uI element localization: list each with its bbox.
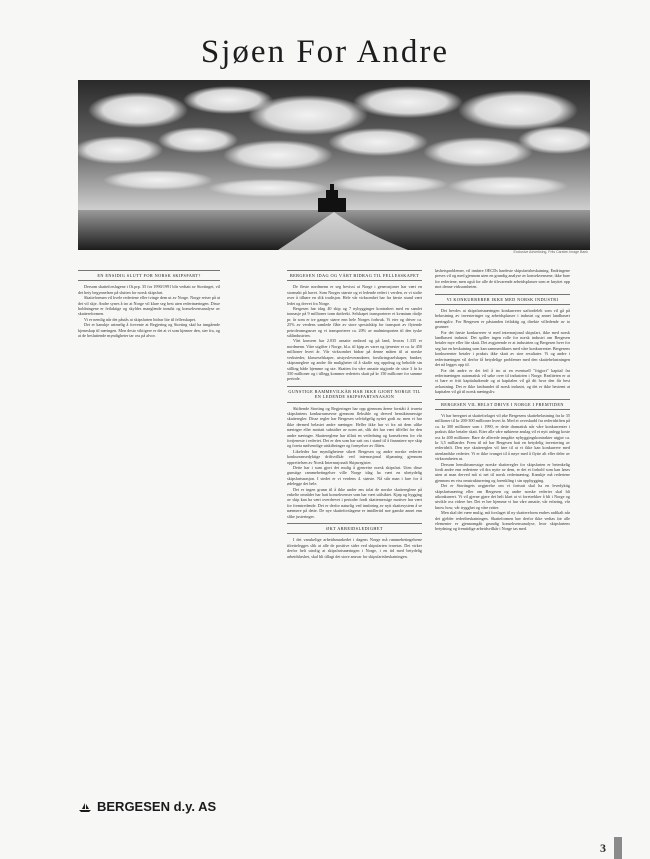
section-heading: EN ENSIDIG SLUTT FOR NORSK SKIPSFART? — [78, 270, 220, 281]
paragraph: For det andre er det feil å tro at en eventuell "frigjort" kapital fra rederinæringen automatisk vil søke over til industrien i Norge. Realiteten er at vi bare er fritt kapitalsøkende og at kapitalen vil gå dit hvor den får best avkastning. Det er ikke fastbundet til norsk industri, og det er ikke bestemt at kapitalen vil gå til norsk næringsliv. — [435, 367, 570, 395]
page-edge-bar — [614, 837, 622, 859]
paragraph: De fleste nordmenn er seg bevisst at Norge i generasjoner har vært en stormakt på havet. Som Norges største og et ledende rederi i verden, er vi stolte over å tilhøre en slik tradisjon. Hele vår virksomhet har fra første stund vært ledet og drevet fra Norge. — [287, 284, 422, 306]
ship-photo — [78, 80, 590, 250]
column-1 — [78, 268, 220, 338]
section-heading: GUNSTIGE RAMMEVILKÅR HAR IKKE GJORT NORGE TIL EN LEDENDE SKIPSFARTSNASJON — [287, 386, 422, 403]
paragraph: Det er kanskje urimelig å forvente at Regjering og Storting skal ha inngående kjennskap til næringen. Men desto viktigere er det at vi som kjenner den, sier fra, og at de besluttende myndigheter tar oss på alvor. — [78, 322, 220, 339]
paragraph: Skiftende Storting og Regjeringer har opp gjennom årene forstått å ivareta skipsfartens konkurransevne gjennom fleksible og derved hensiktsmessige skatteregler. Disse regler har Bergesen selvfølgelig nyttet godt av, men vi har ikke dermed belastet andre næringer. Heller ikke har vi fra att dem ulike næringer eller mottatt subsidier av noen art, slik det har vært tilfellet for den andre næringer. Skattereglene har tillatt en veiledning og konsekvens for vår fortjeneste i rederiet. Det er den som har satt oss i stand til å finansiere nye skip og foreta nødvendige utskiftninger og fornyelser av flåten. — [287, 405, 422, 449]
column-2 — [287, 268, 422, 559]
column-3 — [435, 268, 570, 532]
paragraph: Det hevdes at skipsfartsnæringen konkurrerer uaftordelelt som vil gå på bekostning av investeringer og arbeidsplasser i industri og annet landbasert næringsliv. For Bergesen er påstanden feilaktig og direkte villedende av to grunner: — [435, 308, 570, 330]
paragraph: Dersom skatteforslagene i Ot.prp. 35 for 1990/1991 blir vedtatt av Stortinget, vil det bety begynnelsen på slutten for norsk skipsfart. — [78, 284, 220, 295]
section-heading: BERGESEN IDAG OG VÅRT BIDRAG TIL FELLESSKAPET — [287, 270, 422, 281]
page-number: 3 — [600, 841, 606, 855]
paragraph: I det vanskelige arbeidsmarkedet i dagens Norge må rammebetingelsene tilrettelegges slik at alle de positive sider ved skipsfarten ivaretas. Det virker derfor helt utrolig at skipsfartsnæringen i Norge, i en tid med betydelig arbeidsløshet, skal bli tillagt det store ansvar for skipsfartsbeskatningen. — [287, 537, 422, 559]
page-title: Sjøen For Andre — [200, 34, 450, 70]
bergesen-logo — [78, 799, 216, 814]
section-heading: ØKT ARBEIDSLEDIGHET — [287, 523, 422, 534]
paragraph: Skatteformen vil kvele rederiene eller tvinge dem ut av Norge. Norge reiser på at det vil skje. Andre synes å tro at Norge vil klare seg best uten rederinæringen. Disse holdningene er feilaktige og skyldes manglende innsikt og konsekvensanalyse av skattereformen. — [78, 295, 220, 317]
logo-text: BERGESEN d.y. AS — [97, 799, 217, 814]
photo-credit: Exclusive Advertising, Frits Carsten Image Bank — [513, 250, 588, 254]
paragraph: Vårt konsern har 2.035 ansatte ombord og på land, hvoras 1.335 er nordmenn. Våre utgifter i Norge, bl.a. til kjøp av varer og tjenester er ca. kr 450 millioner hvert år. Vår virksomhet bidrar på denne måten til at norske verksteder, klasseselskaper, utstyrsleverandører, forsikringsselskaper, banker, skipsmeglere og andre får muligheter til å skaffe seg oppdrag og beholde sin stilling både hjemme og ute. Skatten fra våre ansatte utgjorde de siste 3 år kr 350 millioner og i tillegg kommer rederiets skatt på kr 150 millioner for samme periode. — [287, 338, 422, 382]
paragraph: Det er ingen grunn til å ikke under ens tolat de norske skattereglene på enkelte områder har hatt konsekvenser som har vært utilsiktet. Kjøp og bygging av skip kan ha vært overdrevet i perioder fordi skattemessige motiver har vært for fremtredende. Det er derfor naturlig ved innføring av nytt skattesystem å se nærmere på dette. De nye skatteforslagene er imidlertid noe ganske annet enn slike justeringer. — [287, 486, 422, 519]
paragraph: løshetsproblemer, vil innføre OECDs hardeste skipsfartsbeskatning. Endringene preses vil og med gjennom uten en grundig analyse av konsekvensene, ikke bare for rederiene, men også for alle de tilsvarende arbeidsplasser som er knyttet opp mot denne virksomheten. — [435, 268, 571, 290]
paragraph: Men skal det være mulig, må forslaget til ny skattereform endres radikalt når det gjelder rederibeskatningen. Skatteformen bør derfor ikke vedtas før alle elementer er gjennomgått grundig konsekvensanalyse, hvor skipsfartens betydning og fremtidige arbeidsvilkår i Norge tas med. — [435, 510, 570, 532]
paragraph: Dette har i sum gjort det mulig å gjenreise norsk skipsfart. Uten disse gunstige rammebetingelser ville Norge idag ha vært en ubetydelig skipsfartsnasjon. I stedet er vi verdens 4. største. Nå står man i fare for å ødelegge det hele. — [287, 465, 422, 487]
paragraph: Bergesen har idag 40 skip og 7 nybygginger kontrahert med en samlet tonnasje på 9 millioner tonn dødvekt. Selskapet transporterer et kvantum råolje pr. år som er tre ganger større enn hele Norges forbruk. Vi eier og driver ca. 25% av verdens samlede flåte av store spesialskip for transport av flytende petroleumsgasser og vi transporterer ca. 20% av malmimporten til den tyske stålindustrien. — [287, 306, 422, 339]
paragraph: Vi er nemlig når det påstås at skipsfarten bidrar lite til fellesskapet. — [84, 316, 197, 322]
paragraph: Det er Stortingets avgjørelse om vi fortsatt skal ha en levedyktig skipsfartsnæring eller om Bergesen og andre norske rederier skal bli utkonkurrert. Vi vil gjerne gjøre det helt klart at vi foretrekker å bli i Norge og utvikle oss videre her. Det er her hjemme vi har våre ansatte, vår erfaring, vår know how, vår trygghet og våre røtter. — [435, 483, 570, 510]
ship-logo-icon — [78, 801, 92, 813]
paragraph: Vi har beregnet at skatteforlaget vil øke Bergesens skattebelastning fra kr 35 millioner til kr 200-300 millioner hvert år. Med et overskudd fra rederidriften på ca. kr 300 millioner som i 1990, er dette dramatisk når våre konkurrenter i praksis ikke betaler skatt. Etter alle våre nøkterne anslag vil et nytt anlegg koste oss kr 400 millioner. Bare de allerede inngåtte nybyggingskontrakter utgjør ca. kr 3,5 milliarder. Frem til nå har Bergesen hatt en betydelig investering av rederidrift. Den nye skattereglen vil føre til at vi ikke kan konkurrere med utenlandske rederier. Vi er ikke tvunget til å nøye med å flytte alt eller deler av virksomheten ut. — [435, 412, 570, 462]
paragraph: For det første konkurrerer vi med internasjonal skipsfart, ikke med norsk landbasert industri. Det spiller ingen rolle for norsk industri om Bergesen betaler mye eller lite skatt. Det avgjørende er at industrien og Bergesen hver for seg har en beskatning som kan sammenliknes med våre konkurrenter. Bergesens konkurrenter betaler i praksis ikke skatt av sine resultater. Vi og andre i rederinæringen vil derfor få betydelige problemer med den skattebelastningen det nå legges opp til. — [435, 329, 570, 368]
paragraph: Likeledes har myndighetene sikret Bergesen og andre norske rederier konkurransedyktige driftsvilkår ved internasjonal tilpasning gjennom opprettelsen av Norsk Internasjonalt Skipsregister. — [287, 448, 422, 465]
section-heading: VI KONKURRERER IKKE MED NORSK INDUSTRI — [435, 294, 570, 305]
paragraph: Dersom hensiktsmessige norske skatteregler for skipsfarten er betenkelig fordi andre enn rederiene vil dra nytte av dem, er det et forhold som kan løses uten at man derved må si nei til norsk rederinæring. Kanskje må rederiene gjennom en viss omstrukturering og forenkling i sin oppbygging. — [435, 461, 570, 483]
section-heading: BERGESEN VIL HELST DRIVE I NORGE I FREMTIDEN — [435, 399, 570, 410]
